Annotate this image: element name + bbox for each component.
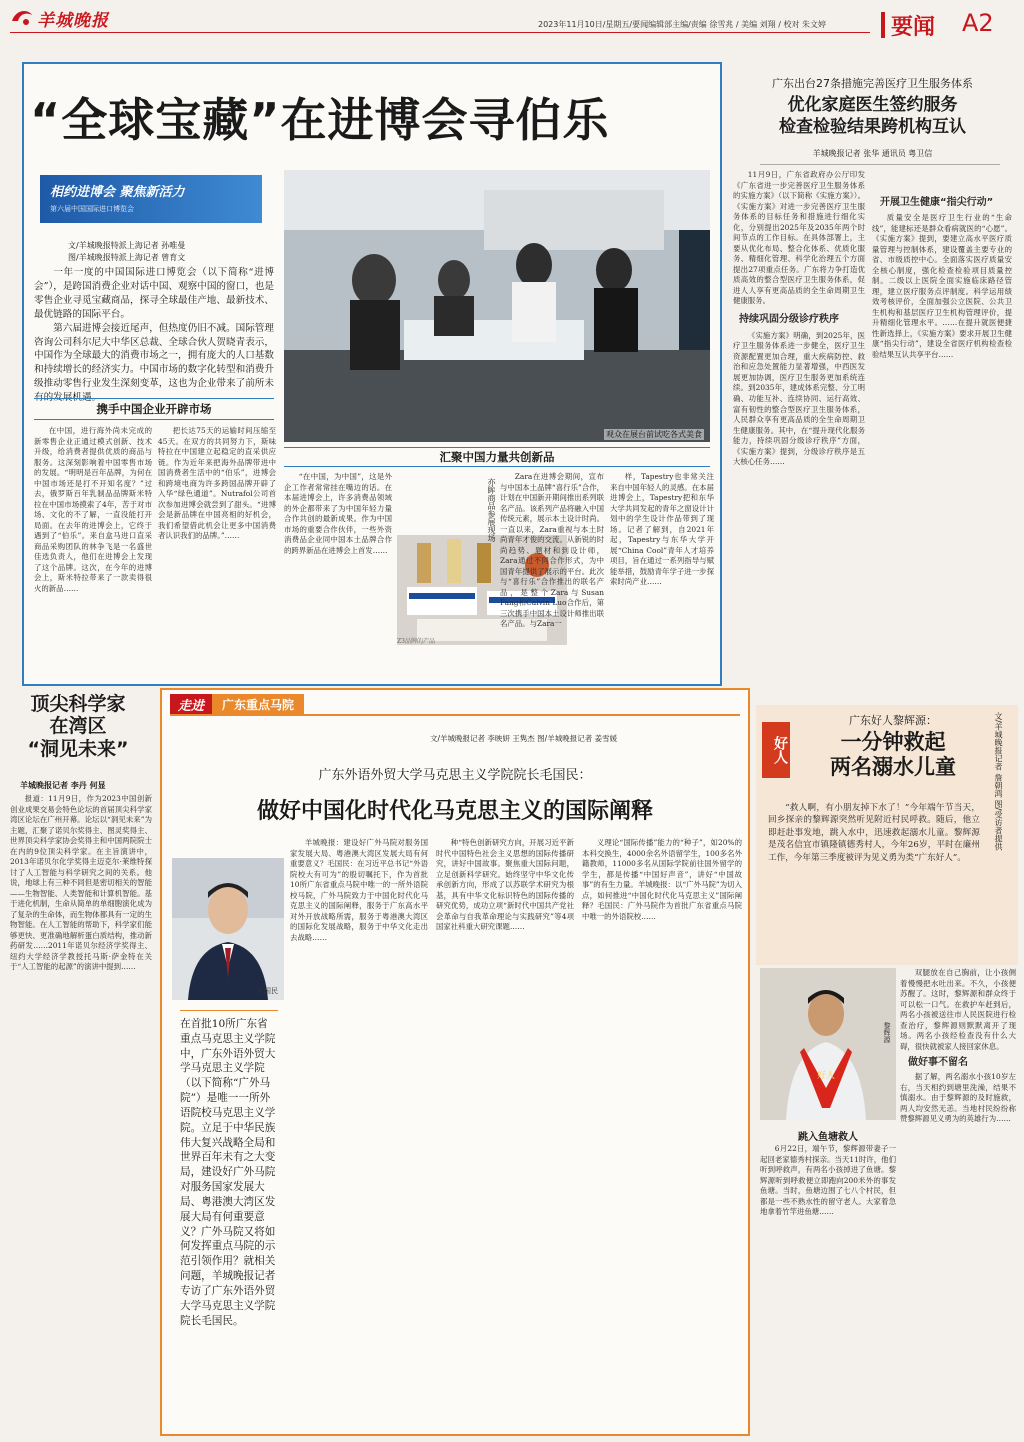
expo-photo[interactable]: [284, 170, 710, 442]
logo-swirl-icon: [10, 7, 34, 29]
hero-subhead-1: 做好事不留名: [908, 1057, 968, 1069]
right-body-3: 质量安全是医疗卫生行业的“生命线”，能建标还是群众看病就医的“心愿”。《实施方案》提到，要建立高水平医疗质量管理与控制体系，建设覆盖主要专业的省、市级质控中心。全面落实医疗质量安全核心制度，强化检查检验项目质量控制。二级以上医院全面实施临床路径管理，建立医疗服务点评制度。科学运用绩效考核评价，全面加强公立医院、公共卫生机构和基层医疗卫生机构管理评价，提升精细化管理水平。……在提升就医便捷性新选择上，《实施方案》要求开展卫生健康“指尖行动”，建设全省医疗机构检查检验结果互认共享平台……: [872, 213, 1012, 359]
main-col-5: [610, 472, 714, 680]
column-tag-underline: [170, 714, 740, 716]
pullquote: [180, 1010, 278, 1415]
right-body-2: 《实施方案》明确，到2025年，医疗卫生服务体系进一步健全，医疗卫生资源配置更加合理，重大疾病防控、救治和应急处置能力显著增强，中西医发展更加协调，医疗卫生服务更加系统连续。到2035年，建成体系完整、分工明确、功能互补、连续协同、运行高效、富有韧性的整合型医疗卫生服务体系，人民群众享有更高品质的全生命周期卫生健康服务。其中，在“提升现代化服务能力，持续巩固分级诊疗秩序”方面，《实施方案》提到，分级诊疗秩序是五大核心任务……: [733, 330, 865, 467]
byline-photographer: 图/羊城晚报特派上海记者 曾育文: [68, 252, 186, 262]
hero-body-2: 据了解，两名溺水小孩10岁左右，当天相约到塘里洗澡，结果不慎溺水。由于黎辉源的及时施救，两人均安然无恙。当地村民纷纷称赞黎辉源见义勇为的英雄行为……: [900, 1072, 1016, 1124]
right-col-1: [733, 170, 865, 715]
right-body-1: 11月9日，广东省政府办公厅印发《广东省进一步完善医疗卫生服务体系的实施方案》（以下简称《实施方案》）。《实施方案》对进一步完善医疗卫生服务体系的目标任务和措施进行细化实化，分别提出2025年及2035年两个时间节点的工作目标。在具体部署上，主要从优化布局、整合化体系、优质化服务、精细化管理、科学化治理五个方面提出27项重点任务。广东将力争打造优质高效的整合型医疗卫生服务体系，促进人人享有更高品质的全生命周期卫生健康服务。: [733, 170, 865, 306]
center-col-3-text: 义理论“国际传播”能力的“种子”，如20%的本科交换生，4000余名外语留学生，100多名外籍教师，11000多名从国际学院前往国外留学的学生，都是传播“中国好声音”，讲好“中国故事”的有生力量。羊城晚报：以“广外马院”为切入点，如何推进“中国化时代化马克思主义”国际阐释？毛国民：广外马院作为首批广东省重点马院中唯一的外语院校……: [582, 838, 742, 921]
pullquote-text: 在首批10所广东省重点马克思主义学院中，广东外语外贸大学马克思主义学院（以下简称“广外马院”）是唯一一所外语院校马克思主义学院。立足于中华民族伟大复兴战略全局和世界百年未有之大变局，建设好广外马院对服务国家发展大局、粤港澳大湾区发展大局有何重要意义？广外马院又将如何发挥重点马院的示范引领作用？就相关问题，羊城晚报记者专访了广东外语外贸大学马克思主义学院院长毛国民。: [180, 1018, 276, 1327]
subhead-2-text: 汇聚中国力量共创新品: [439, 450, 555, 464]
main-col-3: [284, 472, 392, 680]
right-kicker: 广东出台27条措施完善医疗卫生服务体系: [772, 77, 973, 90]
main-lead: [34, 266, 274, 405]
center-byline: 文/羊城晚报记者 李映妍 王隽杰 图/羊城晚报记者 姜雪媛: [430, 734, 618, 743]
center-headline: 做好中国化时代化马克思主义的国际阐释: [256, 799, 653, 824]
hero-photo[interactable]: [760, 968, 896, 1120]
right-subhead-2: 开展卫生健康“指尖行动”: [880, 197, 994, 208]
hero-col-2: [760, 1144, 896, 1434]
product-caption: 亦眸商品参展现场: [487, 478, 496, 542]
hero-col-1: [900, 968, 1016, 1434]
photo-caption: 观众在展台前试吃各式美食: [606, 430, 702, 439]
hero-badge: 好人: [762, 722, 790, 778]
center-col-1-text: 羊城晚报：建设好广外马院对服务国家发展大局、粤港澳大湾区发展大局有何重要意义？毛国民：在习近平总书记“外语院校大有可为”的殷切嘱托下，作为首批10所广东省重点马院中唯一的一所外语院校马院，广外马院致力于中国化时代化马克思主义的国际阐释，服务于广东高水平对外开放战略所需，服务于粤港澳大湾区的国际化发展战略，服务于中华文化走出去战略……: [290, 838, 428, 942]
hero-vertical-byline: 文/羊城晚报记者 詹朝鸿 图/受访者提供: [994, 712, 1003, 851]
left-headline: [8, 693, 148, 760]
hero-headline: [798, 730, 988, 780]
right-subhead-1: 持续巩固分级诊疗秩序: [739, 313, 839, 325]
logo[interactable]: [10, 6, 109, 30]
right-byline: 羊城晚报记者 张华 通讯员 粤卫信: [812, 149, 933, 158]
hero-photo-illustration: [760, 968, 896, 1120]
main-col-2: [158, 426, 276, 680]
banner-line1: 相约进博会 聚焦新活力: [50, 185, 185, 200]
byline-writer: 文/羊城晚报特派上海记者 孙唯曼: [68, 241, 186, 250]
hero-body-3: 6月22日，端午节，黎辉源带妻子一起回老家德秀村探亲。当天11时许，他们听到呼救声，有两名小孩掉进了鱼塘。黎辉源听到呼救便立即跑向200米外的事发鱼塘。当时，鱼塘边围了七八个村民，但都是一些不熟水性的留守老人。大家着急地拿着竹竿进鱼塘……: [760, 1144, 896, 1217]
main-col-2-text: 把长达75天的运输时间压缩至45天。在双方的共同努力下，斯味特拉在中国建立起稳定的直采供应链。作为近年来把海外品牌带进中国消费者生活中的“伯乐”，进博会和跨境电商为许多跨国品牌开辟了入华“绿色通道”。Nutrafol公司首次参加进博会就尝到了甜头。“进博会是新品牌在中国亮相的好机会，我们希望借此机会让更多中国消费者认识我们的品牌。”……: [158, 426, 276, 541]
hero-lead-text: “救人啊，有小朋友掉下水了！”今年端午节当天，回乡探亲的黎辉源突然听见附近村民呼救。随后，他立即赶赴事发地，跳入水中，迅速救起溺水儿童。黎辉源是茂名信宜市镇隆镇德秀村人，今年26岁，平时在廉州工作，今年第三季度被评为见义勇为类“广东好人”。: [768, 803, 980, 863]
hero-headline-line2: 两名溺水儿童: [830, 754, 956, 779]
expo-photo-illustration: [284, 170, 710, 442]
svg-text:好人: 好人: [816, 1071, 836, 1081]
left-body-text: 报道：11月9日，作为2023中国创新创业成果交易会特色论坛的首届顶尖科学家湾区论坛在广州开幕。论坛以“洞见未来”为主题，汇聚了诺贝尔奖得主、图灵奖得主、世界顶尖科学家协会奖得主和中国两院院士在内的9位顶尖科学家。在主旨演讲中，2013年诺贝尔化学奖得主迈克尔·莱维特探讨了人工智能与科学研究之间的关系。他说，地球上有三种不同但是密切相关的智能——生物智能、人类智能和计算机智能。基于进化机制，生命从简单的单细胞演化成为了复杂的生命体，而生物体都具有一定的生物智能。在人工智能的帮助下，科学家们能够更快、更准确地解析蛋白质结构，推动新药研发……2011年诺贝尔经济学奖得主、纽约大学经济学教授托马斯·萨金特在关于“人工智能的起源”的演讲中提到……: [10, 794, 152, 972]
main-col-3-text: “在中国，为中国”，这是外企工作者常常挂在嘴边的话。在本届进博会上，许多消费品领域的外企都带来了为中国年轻力量合作共创的最新成果。作为中国市场的重要合作伙伴，一些外资消费品企业同中国本土品牌合作的跨界新品在进博会上首发……: [284, 472, 392, 555]
date-editor-line: 2023年11月10日/星期五/要闻编辑部主编/责编 徐雪兆 / 美编 刘翔 / 校对 朱文婷: [538, 20, 826, 29]
section-label[interactable]: 要闻: [891, 15, 936, 40]
portrait-illustration: [172, 858, 284, 1000]
portrait-photo[interactable]: [172, 858, 284, 1000]
expo-banner: [40, 175, 262, 223]
hero-subhead-2: 跳入鱼塘救人: [798, 1132, 858, 1143]
left-headline-line2: 在湾区: [49, 715, 107, 738]
subhead-1-text: 携手中国企业开辟市场: [96, 402, 212, 416]
left-body: [10, 794, 152, 1434]
page-number: A2: [962, 9, 994, 37]
left-headline-line1: 顶尖科学家: [30, 693, 126, 715]
right-headline: [730, 94, 1015, 138]
column-tag-walk: 走进: [170, 694, 212, 714]
pullquote-top-rule: [180, 1010, 278, 1011]
header-rule: [10, 32, 870, 33]
subhead-partner-market: [34, 398, 274, 420]
main-col-4-text: Zara在进博会期间，宣布与中国本土品牌“喜行乐”合作，计划在中国新开期间推出系列联名产品。该系列产品将融入中国传统元素，展示本土设计时尚。一直以来，Zara重视与本土时尚青年才俊的交流。从新锐的时尚趋势、题材和到设计师，Zara通过不同合作形式，为中国青年提供了展示的平台。此次与“喜行乐”合作推出的联名产品，是整个Zara与Susan Fang和Calvin Luo合作后，第三次携手中国本土设计师推出联名产品。与Zara一: [500, 472, 604, 629]
section-bar: [881, 12, 885, 38]
hero-lead: [768, 802, 980, 865]
left-byline: 羊城晚报记者 李丹 何显: [20, 781, 106, 790]
right-headline-line2: 检查检验结果跨机构互认: [779, 117, 966, 138]
right-divider: [760, 164, 1000, 165]
hero-photo-caption: 黎辉源: [883, 1022, 891, 1043]
center-kicker: 广东外语外贸大学马克思主义学院院长毛国民：: [318, 768, 592, 783]
column-tag: [170, 694, 304, 714]
main-col-1: [34, 426, 152, 680]
logo-text: 羊城晚报: [37, 10, 109, 31]
main-col-4: [500, 472, 604, 680]
lead-para-2: 第六届进博会接近尾声，但热度仍旧不减。国际管理咨询公司科尔尼大中华区总裁、全球合伙人贺晓青表示，中国作为全球最大的消费市场之一，拥有庞大的人口基数和持续增长的经济实力。中国市场的数字化转型和消费升级推动零售行业发生深刻变革，这也为企业带来了前所未有的发展机遇。: [34, 322, 274, 404]
hero-kicker: 广东好人黎辉源：: [849, 714, 937, 727]
center-col-1: [290, 838, 428, 1430]
left-headline-line3: “洞见未来”: [27, 737, 129, 760]
hero-headline-line1: 一分钟救起: [840, 730, 946, 754]
main-col-1-text: 在中国，进行海外尚未完成的新零售企业正通过模式创新、技术升级，给消费者提供优质的商品与服务。这深刻影响着中国零售市场的发展。“明明是百年品牌，为何在中国市场还是打不开知名度？”过去，俄罗斯百年乳制品品牌斯米特拉在中国市场摸索了4年，苦于对市场、文化的不了解，一直没能打开局面。在去年的进博会上，它终于遇到了“伯乐”。来自盒马进口直采商品采购团队的林争飞是一名盛世佳选负责人，他们在进博会上发现了这个品牌。这次，在今年的进博会上，斯米特拉带来了一款卖得很火的新品……: [34, 426, 152, 593]
center-col-2-text: 种“特色创新研究方向，开展习近平新时代中国特色社会主义思想的国际传播研究，讲好中国故事。聚焦重大国际问题，立足创新科学研究。始终坚守中华文化传承创新方向，形成了以苏联学术研究为根基，具有中华文化标识特色的国际传播的研究优势，成功立项“新时代中国共产党社会革命与自我革命理论与实践研究”等4项国家社科重大研究课题……: [436, 838, 574, 932]
product-label: Z3品牌的产品: [397, 638, 435, 645]
masthead: [0, 0, 1024, 60]
banner-line2: 第六届中国国际进口博览会: [50, 205, 134, 213]
main-headline: “全球宝藏”在进博会寻伯乐: [30, 93, 610, 147]
main-col-5-text: 样，Tapestry也非常关注来自中国年轻人的灵感。在本届进博会上，Tapestry把和东华大学共同发起的青年之窗设计计划中的学生设计作品带到了现场。记者了解到，自2021年起，Tapestry与东华大学开展“China Cool”青年人才培养项目，旨在通过一系列指导与赋能举措，鼓励青年学子进一步探索时尚产业……: [610, 472, 714, 587]
hero-body-1: 双腿放在自己胸前，让小孩侧着慢慢把水吐出来。不久，小孩便苏醒了。这时，黎辉源和群众终于可以松一口气。在救护车赶到后，两名小孩被送往市人民医院进行检查治疗，黎辉源则默默离开了现场。两名小孩经检查没有什么大碍，很快就被家人接回家休息。: [900, 968, 1016, 1051]
subhead-gather-power: [284, 447, 710, 467]
main-byline: [68, 240, 185, 263]
column-tag-name: 广东重点马院: [212, 694, 304, 714]
portrait-caption: 毛国民: [257, 987, 278, 995]
right-col-2: [872, 196, 1012, 716]
right-headline-line1: 优化家庭医生签约服务: [787, 95, 958, 115]
center-col-3: [582, 838, 742, 1430]
center-col-2: [436, 838, 574, 1430]
lead-para-1: 一年一度的中国国际进口博览会（以下简称“进博会”），是跨国消费企业对话中国、观察中国的窗口，也是零售企业寻觅宝藏商品，探寻全球最佳产地、最新技术、最优链路的国际平台。: [34, 267, 274, 320]
